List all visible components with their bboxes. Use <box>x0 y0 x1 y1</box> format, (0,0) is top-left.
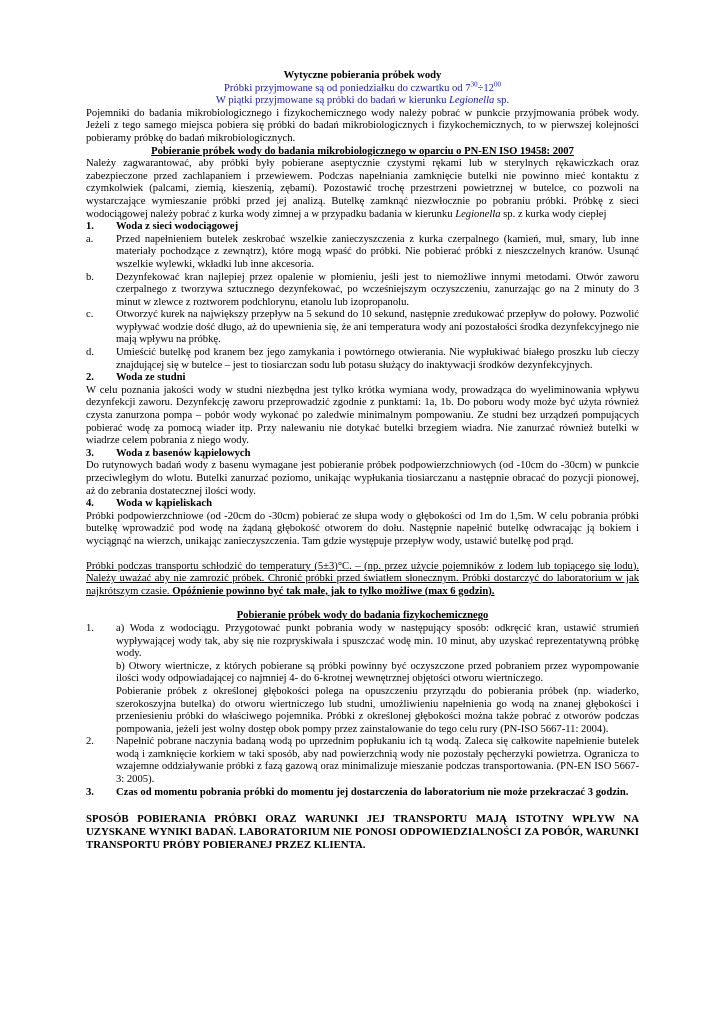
section-3-heading: 3. Woda z basenów kąpielowych <box>86 447 251 459</box>
document-title: Wytyczne pobierania próbek wody <box>283 70 442 81</box>
transport-notice: Próbki podczas transportu schłodzić do temperatury (5±3)°C. – (np. przez użycie pojemników z lodem lub topiącego się lodu). Należy uważać aby nie zamrozić próbek. Chronić próbki przed światłem słonecznym. Próbki dostarczyć do laboratorium w jak najkrótszym czasie. Opóźnienie powinno być tak małe, jak to tylko możliwe (max 6 godzin). <box>86 560 639 597</box>
section-4-heading: 4. Woda w kąpieliskach <box>86 498 212 510</box>
section-3-text: Do rutynowych badań wody z basenu wymagane jest pobieranie próbek podpowierzchniowych (od -10cm do -30cm) w punkcie przeciwległym do wlotu. Butelki zanurzać poziomo, unikając wypłukania tiosiarczanu a następnie obracać do pozycji pionowej, aż do zebrania dostatecznej ilości wody. <box>86 460 639 497</box>
chem-1b-depth-text: Pobieranie próbek z określonej głębokości polega na opuszczeniu przyrządu do pobierania próbek (np. wiaderko, szerokoszyjna butelka) do otworu wiertniczego lub studni, umożliwieniu napełnienia go wodą na znanej głębokości i przeniesieniu próbki do właściwego pojemnika. Próbki z określonej głębokości można także pobrać z otworów podczas pompowania, jeżeli jest wolny dostęp obok pompy przez zainstalowanie do tego celu rury (PN-ISO 5667-11: 2004). <box>116 685 639 735</box>
schedule-weekdays: Próbki przyjmowane są od poniedziałku do czwartku od $7^{30}\div 12^{00}$ <box>224 80 501 94</box>
final-notice: SPOSÓB POBIERANIA PRÓBKI ORAZ WARUNKI JEJ TRANSPORTU MAJĄ ISTOTNY WPŁYW NA UZYSKANE WYNIKI BADAŃ. LABORATORIUM NIE PONOSI ODPOWIEDZIALNOŚCI ZA POBÓR, WARUNKI TRANSPORTU PRÓBY POBIERANEJ PRZEZ KLIENTA. <box>86 813 639 852</box>
list-item: b. Dezynfekować kran najlepiej przez opalenie w płomieniu, jeśli jest to niemożliwe innymi metodami. Otwór zaworu czerpalnego z tworzywa sztucznego dezynfekować, po wcześniejszym oczyszczeniu, zanurzając go na 2 minuty do 3 minut w zlewce z roztworem podchlorynu, etanolu lub izopropanolu. <box>86 271 639 308</box>
document-page <box>86 70 639 852</box>
section-2-text: W celu poznania jakości wody w studni niezbędna jest tylko krótka wymiana wody, prowadząca do wyeliminowania wpływu dezynfekcji zaworu. Dezynfekcję zaworu przeprowadzić zgodnie z punktami: 1a, 1b. Do poboru wody może być użyta również czysta zanurzona pompa – pobór wody wykonać po zaledwie minimalnym pompowaniu. Ze studni bez urządzeń pompujących pobierać wodę za pomocą wiader itp. Przy nalewaniu nie dotykać butelki brzegiem wiadra. Nie zanurzać również butelki w wiadrze celem pobrania z niego wody. <box>86 384 639 447</box>
list-item: d. Umieścić butelkę pod kranem bez jego zamykania i powtórnego otwierania. Nie wypłukiwać białego proszku lub cieczy znajdującej się w butelce – jest to tiosiarczan sodu lub potasu służący do inaktywacji środków dezynfekcyjnych. <box>86 347 639 371</box>
list-item: 1. a) Woda z wodociągu. Przygotować punkt pobrania wody w następujący sposób: odkręcić kran, ustawić strumień wypływającej wody tak, aby się nie rozpryskiwała i spuszczać wodę min. 10 minut, aby uzyskać reprezentatywną próbkę wody. b) Otwory wiertnicze, z których pobierane są próbki powinny być oczyszczone przed pobraniem przez wypompowanie ilości wody odpowiadającej co najmniej 4- do 6-krotnej wewnętrznej objętości otworu wiertniczego. Pobieranie próbek z określonej głębokości polega na opuszczeniu przyrządu do pobierania próbek (np. wiaderko, szerokoszyjna butelka) do otworu wiertniczego lub studni, umożliwieniu napełnienia go wodą na znanej głębokości i przeniesieniu próbki do właściwego pojemnika. Próbki z określonej głębokości można także pobrać z otworów podczas pompowania, jeżeli jest wolny dostęp obok pompy przez zainstalowanie do tego celu rury (PN-ISO 5667-11: 2004). <box>86 622 639 735</box>
section-1-heading: 1. Woda z sieci wodociągowej <box>86 221 239 233</box>
chem-1a-text: a) Woda z wodociągu. Przygotować punkt pobrania wody w następujący sposób: odkręcić kran, ustawić strumień wypływającej wody tak, aby się nie rozpryskiwała i spuszczać wodę min. 10 minut, aby uzyskać reprezentatywną próbkę wody. <box>116 622 639 660</box>
chem-1b-text: b) Otwory wiertnicze, z których pobierane są próbki powinny być oczyszczone przed pobraniem przez wypompowanie ilości wody odpowiadającej co najmniej 4- do 6-krotnej wewnętrznej objętości otworu wiertniczego. <box>116 660 639 685</box>
micro-paragraph: Należy zagwarantować, aby próbki były pobierane aseptycznie czystymi rękami lub w sterylnych rękawiczkach oraz zabezpieczone przed zachlapaniem i przewiewem. Podczas napełniania zamknięcie butelki nie powinno mieć kontaktu z czymkolwiek (palcami, ziemią, kieszenią, zębami). Pozostawić trochę przestrzeni powietrznej w butelce, co pozwoli na wystarczające wymieszanie próbki przed jej analizą. Butelkę zamknąć niezwłocznie po pobraniu próbki. Próbkę z sieci wodociągowej należy pobrać z kurka wody zimnej a w przypadku badania w kierunku Legionella sp. z kurka wody ciepłej <box>86 158 639 220</box>
list-item: a. Przed napełnieniem butelek zeskrobać wszelkie zanieczyszczenia z kurka czerpalnego (kamień, muł, smary, lub inne materiały pochodzące z zewnątrz), które mogą wpaść do próbki. Nie pobierać próbki z nieszczelnych kranów. Usunąć wszelkie wylewki, wkładki lub inne akcesoria. <box>86 233 639 270</box>
micro-heading: Pobieranie próbek wody do badania mikrobiologicznego w oparciu o PN-EN ISO 19458: 2007 <box>151 145 574 157</box>
list-item: c. Otworzyć kurek na największy przepływ na 5 sekund do 10 sekund, następnie zredukować przepływ do połowy. Pozwolić wypływać wodzie dość długo, aż do upewnienia się, że ani temperatura wody ani pozostałości środka dezynfekcyjnego nie mają wpływu na próbkę. <box>86 309 639 346</box>
section-2-heading: 2. Woda ze studni <box>86 372 186 384</box>
chem-heading: Pobieranie próbek wody do badania fizykochemicznego <box>236 610 489 622</box>
list-item: 2. Napełnić pobrane naczynia badaną wodą po uprzednim popłukaniu ich tą wodą. Zaleca się całkowite napełnienie butelek wodą i zamknięcie korkiem w taki sposób, aby nad powierzchnią wody nie pozostały pęcherzyki powietrza. Ogranicza to wzajemne oddziaływanie próbki z fazą gazową oraz minimalizuje mieszanie podczas transportowania. (PN-EN ISO 5667-3: 2005). <box>86 736 639 786</box>
schedule-fridays: W piątki przyjmowane są próbki do badań w kierunku Legionella sp. <box>215 95 510 107</box>
intro-paragraph: Pojemniki do badania mikrobiologicznego i fizykochemicznego wody należy pobrać w punkcie przyjmowania próbek wody. Jeżeli z tego samego miejsca pobiera się próbki do badań mikrobiologicznych i fizykochemicznych, to w pierwszej kolejności pobieramy próbkę do badań mikrobiologicznych. <box>86 107 639 144</box>
list-item: 3. Czas od momentu pobrania próbki do momentu jej dostarczenia do laboratorium nie może przekraczać 3 godzin. <box>86 786 629 798</box>
section-4-text: Próbki podpowierzchniowe (od -20cm do -30cm) pobierać ze słupa wody o głębokości od 1m do 1,5m. W celu pobrania próbki butelkę wprowadzić pod wodę na żądaną głębokość otworem do dołu. Następnie napełnić butelkę odwracając ją bokiem i wyciągnąć na wierzch, unikając zanieczyszczenia. Tam gdzie występuje przepływ wody, ustawić butelkę pod prąd. <box>86 510 639 547</box>
